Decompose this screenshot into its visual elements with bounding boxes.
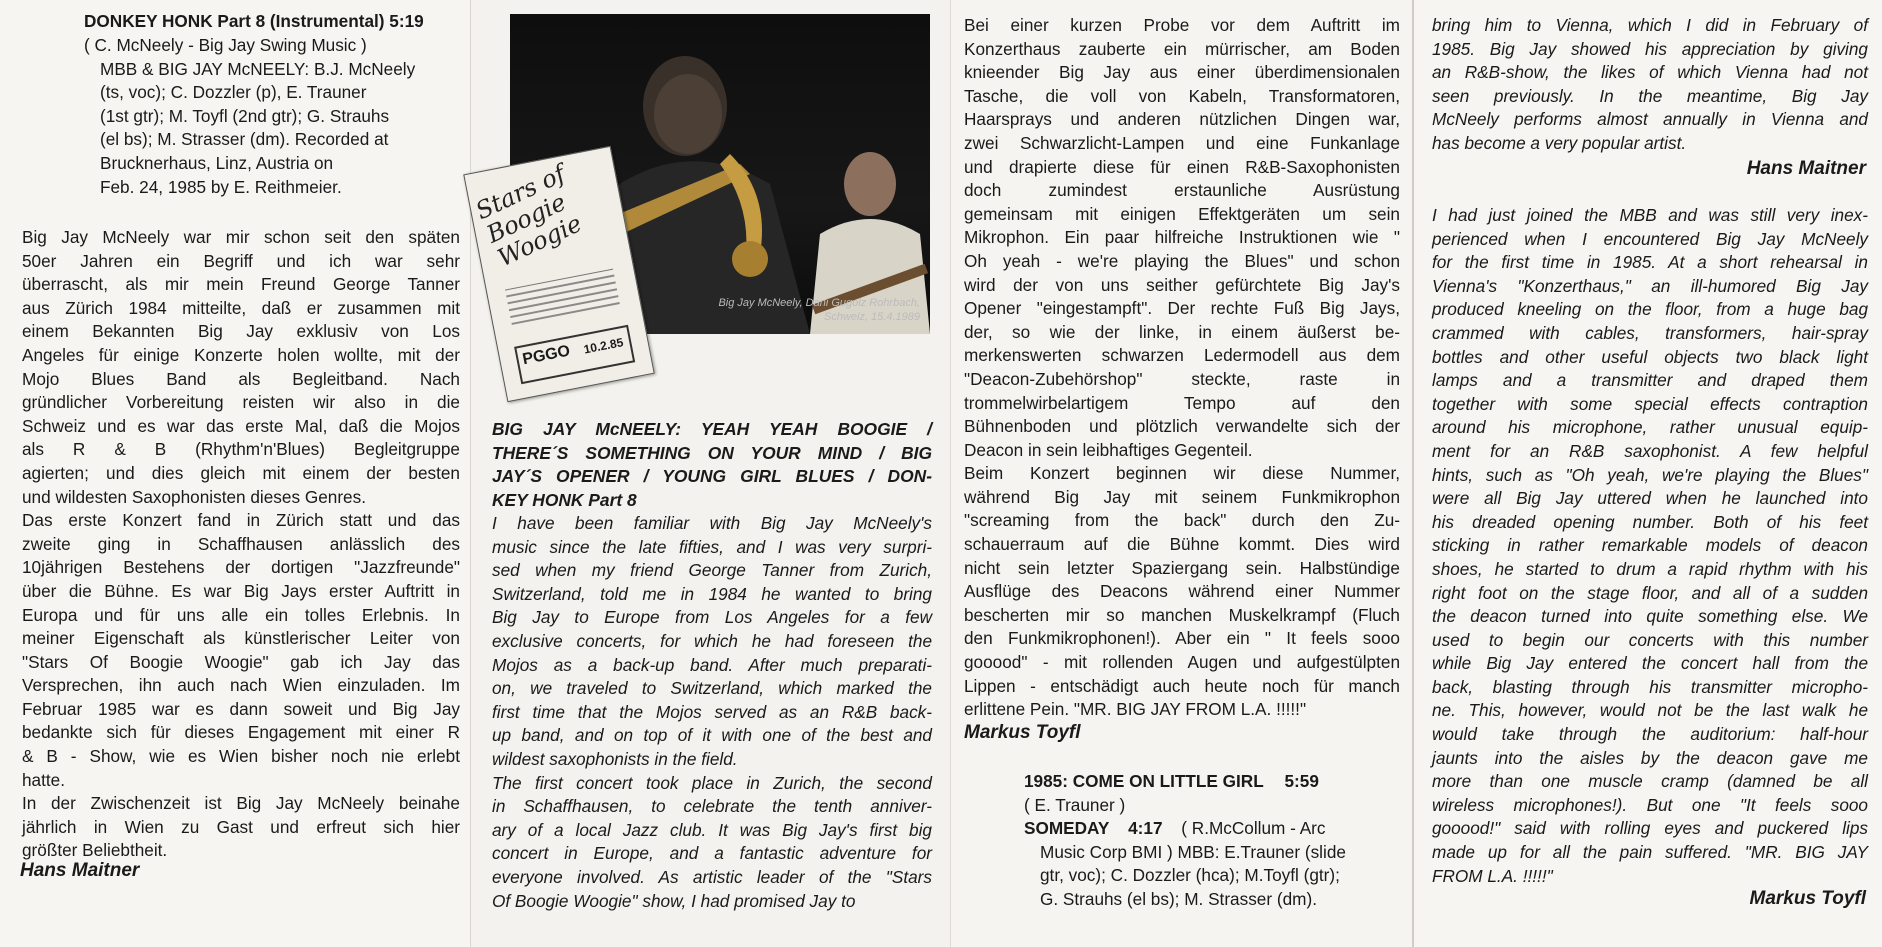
text-line: Versprechen, ihn auch nach Wien einzuladen. Im bbox=[22, 675, 460, 696]
text-line: Mikrophon. Ein paar hilfreiche Instruktionen wie " bbox=[964, 227, 1400, 248]
text-line: has become a very popular artist. bbox=[1432, 132, 1687, 153]
text-line: Oh yeah - we're playing the Blues" und schon bbox=[964, 250, 1400, 271]
text-line: merkenswerten schwarzen Ledermodell aus dem bbox=[964, 345, 1400, 366]
text-line: "screaming from the back" durch den Zu- bbox=[964, 510, 1400, 531]
text-line: zwei Schwarzlicht-Lampen und eine Funkanlage bbox=[964, 132, 1400, 153]
text-line: an R&B-show, the likes of which Vienna had not bbox=[1432, 62, 1868, 83]
text-line: ment for an R&B saxophonist. A few helpful bbox=[1432, 440, 1868, 461]
track-composer: ( E. Trauner ) bbox=[1024, 794, 1126, 815]
credit-line: Brucknerhaus, Linz, Austria on bbox=[100, 152, 334, 173]
text-line: perienced when I encountered Big Jay McNeely bbox=[1432, 228, 1868, 249]
text-line: I have been familiar with Big Jay McNeely's bbox=[492, 513, 932, 533]
text-line: Deacon in sein leibhaftiges Gegenteil. bbox=[964, 439, 1253, 460]
signature-markus-toyfl: Markus Toyfl bbox=[964, 722, 1081, 743]
german-text-toyfl bbox=[964, 14, 1400, 722]
text-line: wireless microphones!). But one "It feels sooo bbox=[1432, 794, 1868, 815]
caption-line: Schweiz, 15.4.1989 bbox=[823, 311, 920, 323]
text-line: Beim Konzert beginnen wir diese Nummer, bbox=[964, 463, 1400, 484]
text-line: jaunts into the aisles by the deacon gave me bbox=[1432, 747, 1868, 768]
poster-title: Stars of Boogie Woogie bbox=[471, 159, 587, 273]
signature-hans-maitner: Hans Maitner bbox=[20, 860, 140, 881]
text-line: während Big Jay mit seinem Funkmikrophon bbox=[964, 486, 1400, 507]
text-line: 50er Jahren ein Begriff und ich war sehr bbox=[22, 250, 460, 271]
text-line: bescherten mir so manchen Muskelkrampf (Fluch bbox=[964, 604, 1400, 625]
track-credits bbox=[84, 34, 460, 199]
text-line: bring him to Vienna, which I did in February of bbox=[1432, 15, 1868, 35]
track-header bbox=[84, 10, 424, 34]
text-line: 10jährigen Bestehens der dortigen "Jazzfreunde" bbox=[22, 557, 460, 578]
text-line: Konzerthaus zauberte ein mürrischer, am Boden bbox=[964, 38, 1400, 59]
text-line: bedankte sich für dieses Engagement mit einer R bbox=[22, 722, 460, 743]
text-line: THERE´S SOMETHING ON YOUR MIND / BIG bbox=[492, 442, 932, 463]
text-line: first time that the Mojos served as an R&B back- bbox=[492, 701, 932, 722]
text-line: sticking in rather remarkable models of deacon bbox=[1432, 535, 1868, 556]
text-line: up band, and on top of it with one of the best and bbox=[492, 725, 932, 746]
text-line: "Deacon-Zubehörshop" steckte, raste in bbox=[964, 368, 1400, 389]
text-line: bottles and other useful objects two black light bbox=[1432, 346, 1868, 367]
text-line: The first concert took place in Zurich, the second bbox=[492, 772, 932, 793]
text-line: Switzerland, told me in 1984 he wanted to bring bbox=[492, 583, 932, 604]
text-line: Europa und für uns alle ein tolles Erlebnis. In bbox=[22, 604, 460, 625]
credit-line: MBB & BIG JAY McNEELY: B.J. McNeely bbox=[100, 58, 416, 79]
text-line: were all Big Jay uttered when he launched into bbox=[1432, 488, 1868, 509]
text-line: & B - Show, wie es Wien bisher noch nie erlebt bbox=[22, 746, 460, 767]
text-line: everyone involved. As artistic leader of the "Stars bbox=[492, 866, 932, 887]
poster-price: 10.2.85 bbox=[582, 335, 625, 357]
text-line: aus Zürich 1984 mitteilte, daß er zusammen mit bbox=[22, 297, 460, 318]
text-line: lamps and a transmitter and draped them bbox=[1432, 370, 1868, 391]
text-line: together with some special effects contraption bbox=[1432, 393, 1868, 414]
text-line: der, so wie der linke, in einem äußerst be- bbox=[964, 321, 1400, 342]
text-line: den Funkmikrophonen!). Aber ein " It feels sooo bbox=[964, 628, 1400, 649]
text-line: made up for all the pain suffered. "MR. BIG JAY bbox=[1432, 842, 1868, 863]
credit-line: (1st gtr); M. Toyfl (2nd gtr); G. Strauhs bbox=[100, 105, 390, 126]
text-line: erlittene Pein. "MR. BIG JAY FROM L.A. !!!!!" bbox=[964, 699, 1307, 720]
text-line: einem Bekannten Big Jay exklusiv von Los bbox=[22, 321, 460, 342]
text-line: music since the late fifties, and I was very surpri- bbox=[492, 536, 932, 557]
text-line: nicht sein letzter Spaziergang sein. Halbstündige bbox=[964, 557, 1400, 578]
text-line: I had just joined the MBB and was still very inex- bbox=[1432, 205, 1868, 225]
text-line: und drapierte diese für einen R&B-Saxophonisten bbox=[964, 156, 1400, 177]
text-line: around his microphone, rather unusual equip- bbox=[1432, 417, 1868, 438]
track-title: 1985: COME ON LITTLE GIRL bbox=[1024, 771, 1264, 791]
text-line: trommelwirbelartigem Tempo auf den bbox=[964, 392, 1400, 413]
credit-line: (ts, voc); C. Dozzler (p), E. Trauner bbox=[100, 82, 367, 103]
credit-line: Music Corp BMI ) MBB: E.Trauner (slide bbox=[1040, 841, 1346, 862]
text-line: would take through the auditorium: half-hour bbox=[1432, 724, 1868, 745]
credit-line: ( C. McNeely - Big Jay Swing Music ) bbox=[84, 35, 367, 55]
text-line: meiner Eigenschaft als künstlerischer Leiter von bbox=[22, 628, 460, 649]
text-line: right foot on the stage floor, and all of a sudden bbox=[1432, 582, 1868, 603]
text-line: "Stars Of Boogie Woogie" gab ich Jay das bbox=[22, 651, 460, 672]
text-line: Big Jay McNeely war mir schon seit den späten bbox=[22, 227, 460, 247]
track-1985 bbox=[1024, 770, 1400, 912]
text-line: exclusive concerts, for which he had foreseen the bbox=[492, 630, 932, 651]
credit-line: gtr, voc); C. Dozzler (hca); M.Toyfl (gtr); bbox=[1040, 865, 1340, 886]
text-line: Bei einer kurzen Probe vor dem Auftritt im bbox=[964, 15, 1400, 35]
text-line: ne. This, however, would not be the last walk he bbox=[1432, 700, 1868, 721]
text-line: concert in Europe, and a fantastic adventure for bbox=[492, 843, 932, 864]
text-line: shoes, he started to drum a rapid rhythm with his bbox=[1432, 558, 1868, 579]
text-line: Das erste Konzert fand in Zürich statt und das bbox=[22, 510, 460, 531]
text-line: gooood" - mit rollenden Augen und aufgestülpten bbox=[964, 652, 1400, 673]
text-line: über die Bühne. Es war Big Jays erster Auftritt in bbox=[22, 580, 460, 601]
signature-hans-maitner: Hans Maitner bbox=[1746, 158, 1866, 179]
text-line: Mojo Blues Band als Begleitband. Nach bbox=[22, 368, 460, 389]
text-line: while Big Jay entered the concert hall from the bbox=[1432, 653, 1868, 674]
text-line: his dreaded opening number. Both of his feet bbox=[1432, 511, 1868, 532]
text-line: agierten; und dies gleich mit einem der besten bbox=[22, 462, 460, 483]
text-line: als R & B (Rhythm'n'Blues) Begleitgruppe bbox=[22, 439, 460, 460]
track-time: 5:59 bbox=[1284, 771, 1319, 791]
credit-line: Feb. 24, 1985 by E. Reithmeier. bbox=[100, 176, 342, 197]
caption-line: Big Jay McNeely, Dani Gugolz Rohrbach, bbox=[718, 297, 920, 309]
text-line: hatte. bbox=[22, 769, 66, 790]
text-line: und wildesten Saxophonisten dieses Genres. bbox=[22, 486, 366, 507]
text-line: hints, such as "Oh yeah, we're playing the Blues" bbox=[1432, 464, 1868, 485]
track-time: 4:17 bbox=[1128, 818, 1163, 839]
text-line: FROM L.A. !!!!!" bbox=[1432, 865, 1553, 886]
text-line: crammed with cables, transformers, hair-spray bbox=[1432, 322, 1868, 343]
text-line: zweite ging in Schaffhausen anlässlich des bbox=[22, 533, 460, 554]
text-line: JAY´S OPENER / YOUNG GIRL BLUES / DON- bbox=[492, 466, 932, 487]
photo-caption bbox=[718, 296, 920, 324]
text-line: Ausflüge des Deacons während einer Nummer bbox=[964, 581, 1400, 602]
text-line: schauerraum auf die Bühne kommt. Dies wird bbox=[964, 534, 1400, 555]
text-line: Angeles für einige Konzerte holen wollte, mit der bbox=[22, 344, 460, 365]
text-line: Haarsprays und anderen nützlichen Dingen war, bbox=[964, 109, 1400, 130]
poster-logo-text: PGGO bbox=[521, 342, 572, 369]
text-line: Vienna's "Konzerthaus," an ill-humored Big Jay bbox=[1432, 275, 1868, 296]
credit-line: (el bs); M. Strasser (dm). Recorded at bbox=[100, 129, 389, 150]
english-text-toyfl bbox=[1432, 204, 1868, 888]
german-text-maitner bbox=[22, 226, 460, 863]
text-line: sed when my friend George Tanner from Zurich, bbox=[492, 560, 932, 581]
text-line: überrascht, als mir mein Freund George Tanner bbox=[22, 274, 460, 295]
text-line: doch zumindest erstaunliche Ausrüstung bbox=[964, 180, 1400, 201]
text-line: Big Jay to Europe from Los Angeles for a few bbox=[492, 607, 932, 628]
text-line: gooood!" said with rolling eyes and puckered lips bbox=[1432, 818, 1868, 839]
text-line: knieender Big Jay aus einer überdimensionalen bbox=[964, 62, 1400, 83]
english-text-maitner-end bbox=[1432, 14, 1868, 156]
text-line: for the first time in 1985. At a short rehearsal in bbox=[1432, 252, 1868, 273]
text-line: ary of a local Jazz club. It was Big Jay's first big bbox=[492, 819, 932, 840]
text-line: Schweiz und es war das erste Mal, daß die Mojos bbox=[22, 415, 460, 436]
text-line: jährlich in Wien zu Gast und erfreut sich hier bbox=[22, 816, 460, 837]
text-line: wildest saxophonists in the field. bbox=[492, 748, 738, 769]
text-line: BIG JAY McNEELY: YEAH YEAH BOOGIE / bbox=[492, 419, 932, 439]
text-line: 1985. Big Jay showed his appreciation by giving bbox=[1432, 38, 1868, 59]
text-line: In der Zwischenzeit ist Big Jay McNeely beinahe bbox=[22, 793, 460, 814]
english-text-maitner bbox=[492, 512, 932, 913]
credit-line: G. Strauhs (el bs); M. Strasser (dm). bbox=[1040, 888, 1317, 909]
text-line: McNeely performs almost annually in Vienna and bbox=[1432, 109, 1868, 130]
text-line: KEY HONK Part 8 bbox=[492, 489, 637, 510]
track-credit: ( R.McCollum - Arc bbox=[1181, 818, 1326, 839]
text-line: back, blasting through his transmitter micropho- bbox=[1432, 676, 1868, 697]
text-line: Bühnenboden und plötzlich verwandelte sich der bbox=[964, 416, 1400, 437]
text-line: produced kneeling on the floor, from a huge bag bbox=[1432, 299, 1868, 320]
signature-markus-toyfl: Markus Toyfl bbox=[1749, 888, 1866, 909]
text-line: Tasche, die voll von Kabeln, Transformatoren, bbox=[964, 85, 1400, 106]
english-heading bbox=[492, 418, 932, 512]
text-line: the deacon turned into quite something else. We bbox=[1432, 606, 1868, 627]
track-title: DONKEY HONK Part 8 (Instrumental) 5:19 bbox=[84, 11, 424, 31]
text-line: in Schaffhausen, to celebrate the tenth anniver- bbox=[492, 796, 932, 817]
text-line: gründlicher Vorbereitung reisten wir also in die bbox=[22, 392, 460, 413]
text-line: on, we traveled to Switzerland, which marked the bbox=[492, 678, 932, 699]
text-line: used to begin our concerts with this number bbox=[1432, 629, 1868, 650]
text-line: Lippen - entschädigt auch heute noch für manch bbox=[964, 675, 1400, 696]
text-line: wird der von uns seither gefürchtete Big Jay's bbox=[964, 274, 1400, 295]
text-line: größter Beliebtheit. bbox=[22, 840, 168, 861]
text-line: seen previously. In the meantime, Big Jay bbox=[1432, 85, 1868, 106]
text-line: gemeinsam mit einigen Effektgeräten um sein bbox=[964, 203, 1400, 224]
track-title: SOMEDAY bbox=[1024, 818, 1110, 839]
text-line: Of Boogie Woogie" show, I had promised Jay to bbox=[492, 890, 856, 911]
text-line: Februar 1985 war es dann soweit und Big Jay bbox=[22, 698, 460, 719]
text-line: Mojos as a back-up band. After much preparati- bbox=[492, 654, 932, 675]
text-line: Opener "eingestampft". Der rechte Fuß Big Jays, bbox=[964, 298, 1400, 319]
text-line: more than one muscle cramp (damned be all bbox=[1432, 771, 1868, 792]
